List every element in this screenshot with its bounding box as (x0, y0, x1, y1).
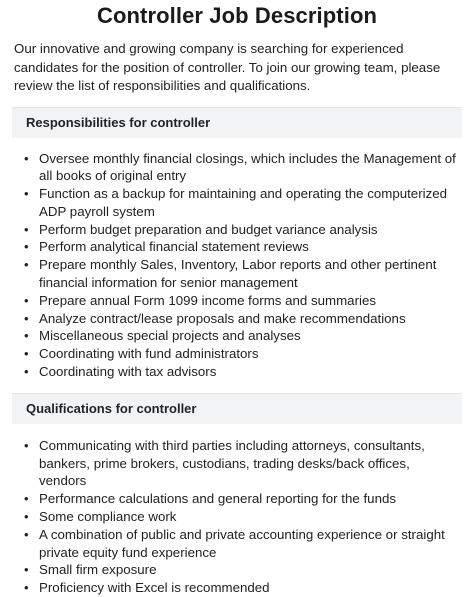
list-item (12, 490, 462, 508)
list-item-text: Some compliance work (39, 509, 177, 525)
bullet-icon: • (24, 580, 29, 596)
bullet-icon: • (24, 562, 29, 578)
bullet-icon: • (24, 239, 29, 255)
list-item-text: Coordinating with tax advisors (39, 364, 217, 380)
list-item (12, 292, 462, 310)
bullet-icon: • (24, 437, 29, 453)
bullet-icon: • (24, 509, 29, 525)
list-item-text: Oversee monthly financial closings, which includes the Management of all books of original entry (39, 150, 456, 184)
list-item-text: Prepare annual Form 1099 income forms and summaries (39, 292, 377, 308)
list-item-text: Prepare monthly Sales, Inventory, Labor reports and other pertinent financial information for senior management (39, 257, 437, 291)
bullet-icon: • (24, 221, 29, 237)
list-item-text: Communicating with third parties including attorneys, consultants, bankers, prime brokers, custodians, trading desks/back offices, vendors (39, 437, 425, 489)
list-item-text: Coordinating with fund administrators (39, 346, 259, 362)
list-item-text: Miscellaneous special projects and analyses (39, 328, 301, 344)
list-item (12, 310, 462, 328)
list-item-text: Proficiency with Excel is recommended (39, 580, 270, 596)
page-title: Controller Job Description (96, 3, 378, 28)
list-item (12, 238, 462, 256)
bullet-icon: • (24, 310, 29, 326)
list-item (12, 221, 462, 239)
responsibilities-section (12, 107, 462, 381)
bullet-icon: • (24, 328, 29, 344)
qualifications-section (12, 393, 462, 597)
list-item-text: A combination of public and private accounting experience or straight private equity fund experience (39, 526, 445, 560)
list-item-text: Performance calculations and general reporting for the funds (39, 491, 397, 507)
bullet-icon: • (24, 526, 29, 542)
bullet-icon: • (24, 257, 29, 273)
list-item-text: Perform budget preparation and budget variance analysis (39, 221, 378, 237)
qualifications-list (12, 437, 462, 597)
list-item (12, 526, 462, 562)
bullet-icon: • (24, 346, 29, 362)
list-item (12, 508, 462, 526)
list-item (12, 327, 462, 345)
list-item (12, 150, 462, 186)
list-item (12, 345, 462, 363)
list-item (12, 256, 462, 292)
intro-paragraph: Our innovative and growing company is searching for experienced candidates for the position of controller. To join our growing team, please review the list of responsibilities and qualifications. (14, 41, 441, 93)
qualifications-heading: Qualifications for controller (12, 393, 462, 424)
list-item (12, 437, 462, 490)
list-item (12, 579, 462, 597)
list-item (12, 561, 462, 579)
responsibilities-heading: Responsibilities for controller (12, 107, 462, 138)
list-item-text: Function as a backup for maintaining and operating the computerized ADP payroll system (39, 186, 448, 219)
responsibilities-list (12, 150, 462, 381)
list-item-text: Analyze contract/lease proposals and make recommendations (39, 310, 406, 326)
bullet-icon: • (24, 364, 29, 380)
list-item (12, 185, 462, 221)
bullet-icon: • (24, 292, 29, 308)
bullet-icon: • (24, 186, 29, 202)
list-item (12, 363, 462, 381)
list-item-text: Perform analytical financial statement reviews (39, 239, 309, 255)
bullet-icon: • (24, 150, 29, 166)
bullet-icon: • (24, 491, 29, 507)
list-item-text: Small firm exposure (39, 562, 157, 578)
